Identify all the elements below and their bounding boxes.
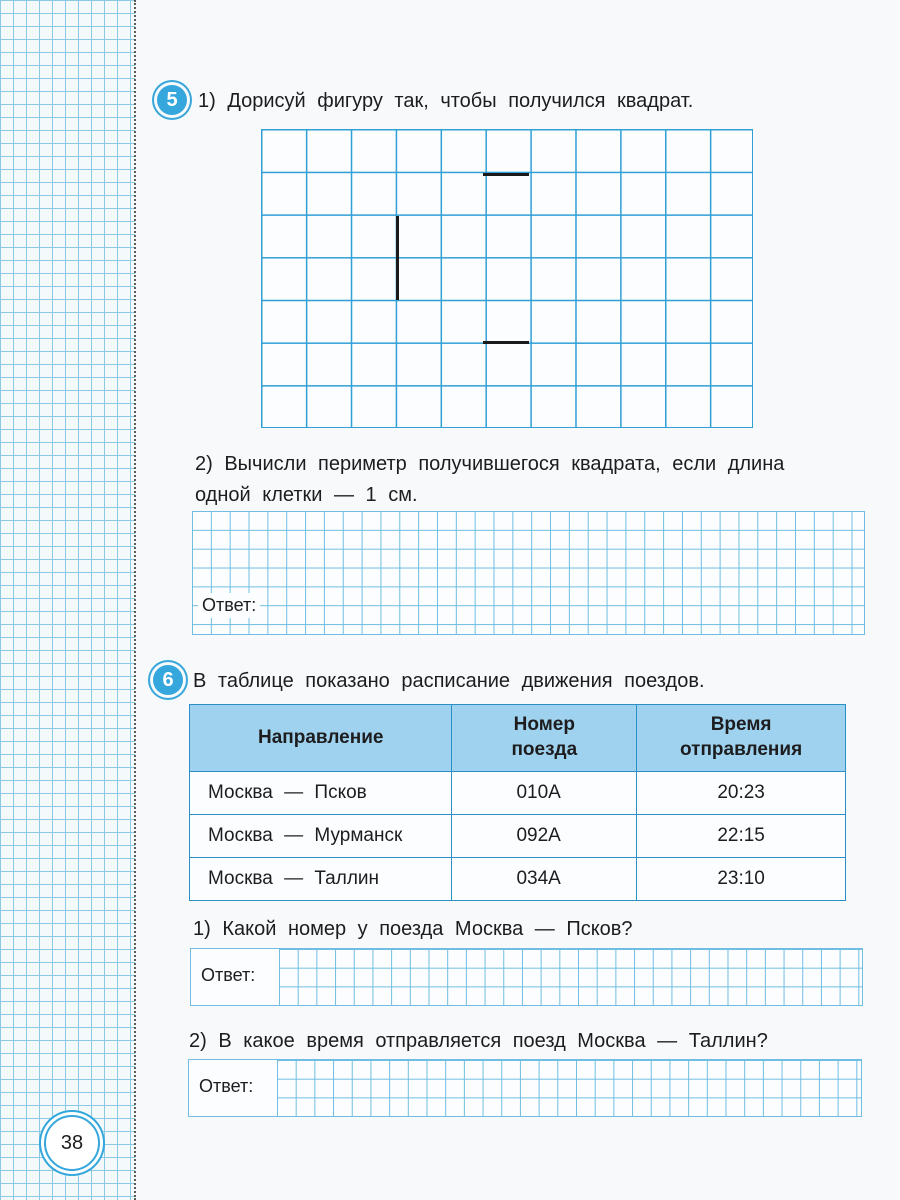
task-6-number: 6 [162,668,174,691]
task-6-q2-answer-label: Ответ: [195,1074,257,1099]
table-header-row [190,705,846,772]
train-schedule-table [189,704,846,901]
margin-grid [0,0,135,1200]
task-5-number: 5 [166,88,178,111]
cell-train-number: 010А [452,772,637,815]
cell-direction: Москва — Таллин [190,858,452,901]
table-row [190,815,846,858]
task-6-q2-answer-box[interactable] [188,1059,862,1117]
task-5-part1-text: 1) Дорисуй фигуру так, чтобы получился квадрат. [198,90,694,112]
task-5-part2-line2: одной клетки — 1 см. [195,484,418,506]
table-row [190,772,846,815]
task-5-answer-label: Ответ: [198,593,260,618]
task-6-q1-answer-label: Ответ: [197,963,259,988]
cell-direction: Москва — Псков [190,772,452,815]
cell-departure-time: 22:15 [637,815,846,858]
cell-train-number: 092А [452,815,637,858]
task-5-badge [157,85,187,115]
task-6-question-2: 2) В какое время отправляется поезд Москва — Таллин? [189,1030,768,1052]
segment-top [483,173,529,176]
task-5-answer-grid[interactable] [192,511,865,635]
task-6-q2-answer-grid[interactable] [277,1060,861,1116]
drawing-grid[interactable] [261,129,753,428]
task-6-question-1: 1) Какой номер у поезда Москва — Псков? [193,918,633,940]
segment-bottom [483,341,529,344]
header-departure-time: Время отправления [637,705,846,772]
page-number: 38 [60,1131,84,1154]
cell-departure-time: 23:10 [637,858,846,901]
cell-departure-time: 20:23 [637,772,846,815]
segment-left [396,216,399,300]
task-6-intro-text: В таблице показано расписание движения поездов. [193,670,705,692]
task-6-badge [153,665,183,695]
task-5-part2-line1: 2) Вычисли периметр получившегося квадрата, если длина [195,453,785,475]
margin-dotted-line [134,0,136,1200]
header-direction: Направление [190,705,452,772]
table-row [190,858,846,901]
task-6-q1-answer-box[interactable] [190,948,863,1006]
page-number-badge [44,1115,100,1171]
header-train-number: Номер поезда [452,705,637,772]
cell-direction: Москва — Мурманск [190,815,452,858]
cell-train-number: 034А [452,858,637,901]
task-6-q1-answer-grid[interactable] [279,949,862,1005]
